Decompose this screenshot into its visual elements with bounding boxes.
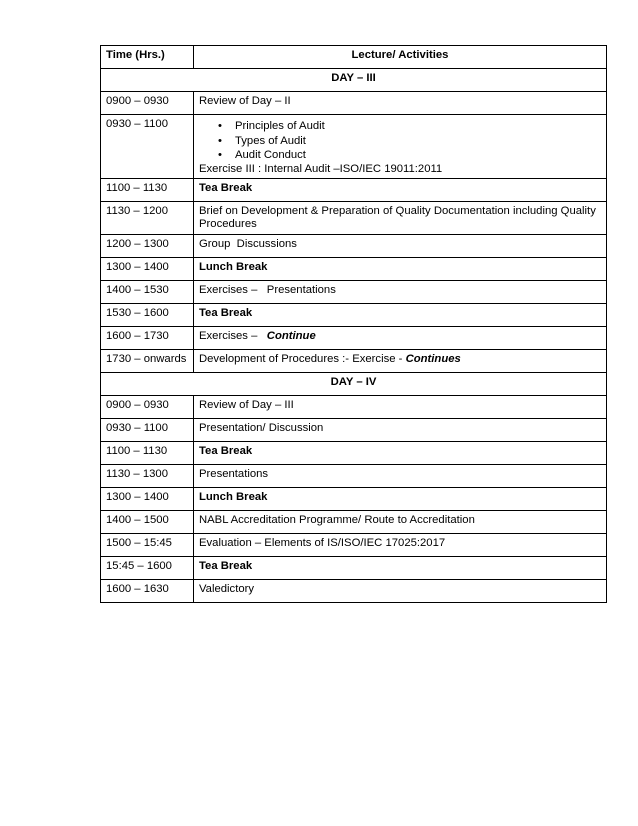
break-label: Tea Break [198, 306, 253, 319]
time-cell: 1500 – 15:45 [101, 533, 194, 556]
break-label: Lunch Break [198, 260, 268, 273]
time-cell: 1730 – onwards [101, 349, 194, 372]
break-label: Lunch Break [198, 490, 268, 503]
table-row [101, 257, 607, 280]
table-row [101, 234, 607, 257]
activity-cell [193, 115, 606, 179]
table-row [101, 326, 607, 349]
time-cell: 0930 – 1100 [101, 418, 194, 441]
schedule-table [100, 45, 607, 603]
table-row [101, 510, 607, 533]
list-item: • Principles of Audit [235, 119, 601, 134]
activity-cell: Presentations [193, 464, 606, 487]
table-row [101, 533, 607, 556]
break-label: Tea Break [198, 444, 253, 457]
table-row [101, 202, 607, 234]
time-cell: 1400 – 1530 [101, 280, 194, 303]
table-row [101, 418, 607, 441]
emphasis-text: Continue [266, 329, 316, 342]
time-cell: 1130 – 1300 [101, 464, 194, 487]
bullet-list [199, 119, 601, 163]
activity-cell: Review of Day – II [193, 92, 606, 115]
break-label: Tea Break [198, 559, 253, 572]
table-row [101, 115, 607, 179]
day-heading: DAY – III [101, 69, 607, 92]
time-cell: 1600 – 1630 [101, 579, 194, 602]
activity-cell [193, 556, 606, 579]
activity-cell: Evaluation – Elements of IS/ISO/IEC 17025:2017 [193, 533, 606, 556]
table-row [101, 303, 607, 326]
table-row [101, 395, 607, 418]
table-row [101, 179, 607, 202]
list-item: • Audit Conduct [235, 148, 601, 163]
activity-cell: NABL Accreditation Programme/ Route to Accreditation [193, 510, 606, 533]
time-cell: 1300 – 1400 [101, 487, 194, 510]
activity-cell [193, 487, 606, 510]
time-cell: 1200 – 1300 [101, 234, 194, 257]
table-row [101, 464, 607, 487]
exercise-note: Exercise III : Internal Audit –ISO/IEC 19011:2011 [198, 162, 443, 175]
activity-cell [193, 179, 606, 202]
table-row [101, 92, 607, 115]
table-row [101, 556, 607, 579]
time-cell: 1130 – 1200 [101, 202, 194, 234]
time-header: Time (Hrs.) [101, 46, 194, 69]
table-row [101, 349, 607, 372]
activity-cell [193, 441, 606, 464]
activity-cell: Exercises – Presentations [193, 280, 606, 303]
emphasis-text: Continues [405, 352, 461, 365]
activity-cell: Review of Day – III [193, 395, 606, 418]
table-row [101, 280, 607, 303]
activity-cell [193, 349, 606, 372]
time-cell: 0900 – 0930 [101, 92, 194, 115]
activity-cell [193, 326, 606, 349]
list-item: • Types of Audit [235, 134, 601, 149]
day-heading: DAY – IV [101, 372, 607, 395]
activity-cell [193, 303, 606, 326]
table-row [101, 441, 607, 464]
header-row [101, 46, 607, 69]
table-row [101, 579, 607, 602]
break-label: Tea Break [198, 182, 253, 195]
activity-text: Development of Procedures :- Exercise - [198, 352, 406, 365]
activity-cell: Group Discussions [193, 234, 606, 257]
day-heading-row [101, 372, 607, 395]
time-cell: 1600 – 1730 [101, 326, 194, 349]
activity-header: Lecture/ Activities [193, 46, 606, 69]
time-cell: 1100 – 1130 [101, 179, 194, 202]
activity-text: Exercises – [198, 329, 267, 342]
table-row [101, 487, 607, 510]
time-cell: 15:45 – 1600 [101, 556, 194, 579]
time-cell: 0900 – 0930 [101, 395, 194, 418]
activity-cell: Brief on Development & Preparation of Quality Documentation including Quality Procedures [193, 202, 606, 234]
activity-cell [193, 257, 606, 280]
activity-cell: Valedictory [193, 579, 606, 602]
time-cell: 1400 – 1500 [101, 510, 194, 533]
day-heading-row [101, 69, 607, 92]
time-cell: 1100 – 1130 [101, 441, 194, 464]
activity-cell: Presentation/ Discussion [193, 418, 606, 441]
time-cell: 1300 – 1400 [101, 257, 194, 280]
time-cell: 1530 – 1600 [101, 303, 194, 326]
time-cell: 0930 – 1100 [101, 115, 194, 179]
